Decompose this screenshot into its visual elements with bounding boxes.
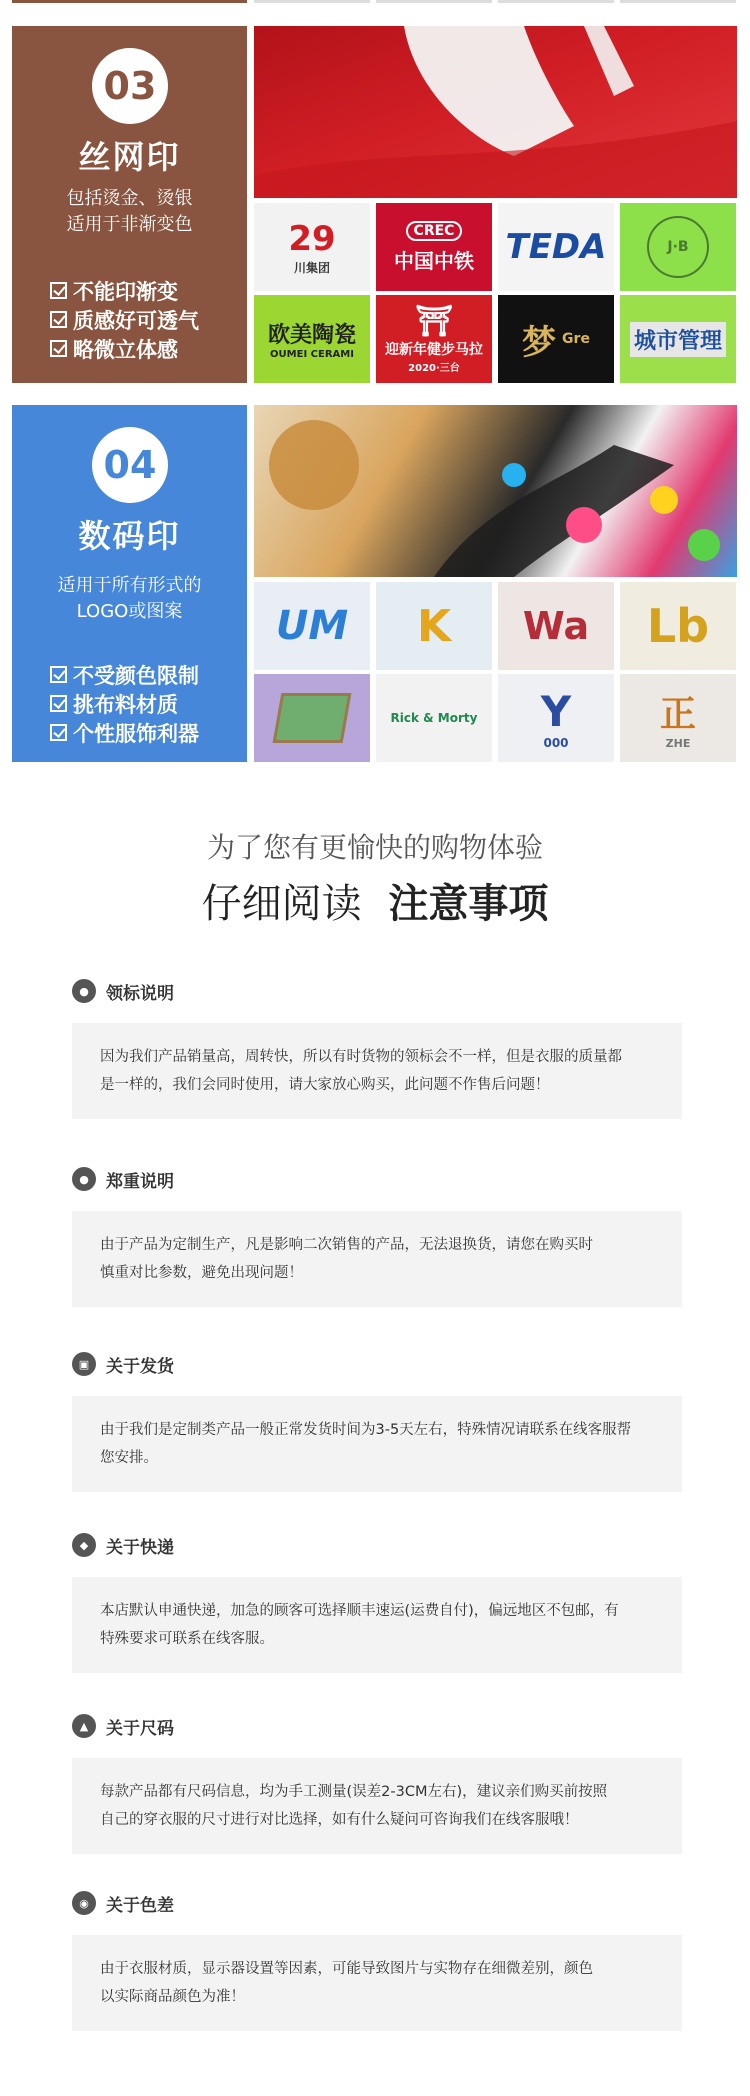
method-desc bbox=[12, 573, 247, 625]
sample-tile bbox=[620, 674, 736, 762]
tile-text: TEDA bbox=[505, 227, 607, 267]
method-title: 数码印 bbox=[78, 517, 181, 555]
section-title: 关于快递 bbox=[106, 1537, 174, 1558]
notice-title-light: 仔细阅读 bbox=[201, 881, 362, 927]
method-desc-line: 包括烫金、烫银 bbox=[66, 188, 193, 209]
notice-title-bold: 注意事项 bbox=[388, 881, 549, 927]
top-image-strip bbox=[0, 0, 750, 6]
section-body bbox=[72, 1758, 682, 1854]
tile-sub: 000 bbox=[543, 735, 569, 750]
tile-text: 29 bbox=[288, 218, 336, 259]
section-line: 本店默认申通快递，加急的顾客可选择顺丰速运(运费自付)，偏远地区不包邮，有 bbox=[100, 1603, 619, 1619]
section-title: 关于尺码 bbox=[106, 1718, 174, 1739]
feature-item bbox=[50, 276, 199, 305]
section-line: 您安排。 bbox=[100, 1450, 158, 1466]
tile-text: 梦 bbox=[522, 322, 557, 363]
feature-list bbox=[50, 660, 199, 747]
hero-photo-graffiti-shirt bbox=[254, 405, 737, 577]
tile-sub: Gre bbox=[562, 331, 590, 347]
sample-tile bbox=[498, 674, 614, 762]
section-body bbox=[72, 1211, 682, 1307]
method-block-screen-print bbox=[12, 26, 737, 383]
method-block-digital-print bbox=[12, 405, 737, 762]
section-line: 自己的穿衣服的尺寸进行对比选择，如有什么疑问可咨询我们在线客服哦！ bbox=[100, 1812, 579, 1828]
tile-sub: 川集团 bbox=[293, 260, 330, 275]
section-line: 慎重对比参数，避免出现问题！ bbox=[100, 1265, 303, 1281]
sample-tile bbox=[254, 295, 370, 383]
section-body bbox=[72, 1396, 682, 1492]
notice-subtitle: 为了您有更愉快的购物体验 bbox=[206, 831, 543, 864]
feature-label: 挑布料材质 bbox=[73, 692, 178, 717]
tile-text: Lb bbox=[646, 599, 710, 653]
section-line: 是一样的，我们会同时使用，请大家放心购买，此问题不作售后问题！ bbox=[100, 1077, 550, 1093]
tile-text: 欧美陶瓷 bbox=[267, 323, 356, 348]
tile-text: Rick & Morty bbox=[390, 711, 478, 725]
sample-tile bbox=[620, 582, 736, 670]
feature-item bbox=[50, 660, 199, 689]
shield-icon: ◆ bbox=[72, 1533, 96, 1557]
palette-icon: ◉ bbox=[72, 1891, 96, 1915]
tile-text: 正 bbox=[659, 694, 696, 735]
feature-label: 个性服饰利器 bbox=[73, 721, 199, 746]
section-line: 因为我们产品销量高，周转快，所以有时货物的领标会不一样，但是衣服的质量都 bbox=[100, 1049, 622, 1065]
tile-text: Y bbox=[540, 686, 572, 736]
sample-tile bbox=[254, 203, 370, 291]
sample-tile bbox=[376, 203, 492, 291]
notice-section-label bbox=[72, 977, 682, 1119]
tile-sub: 2020·三台 bbox=[408, 363, 460, 374]
tile-sub: ZHE bbox=[665, 737, 691, 750]
feature-item bbox=[50, 305, 199, 334]
sample-tile bbox=[498, 295, 614, 383]
tile-sub: CREC bbox=[406, 221, 463, 241]
feature-item bbox=[50, 718, 199, 747]
checkbox-icon bbox=[50, 695, 67, 712]
tshirt-icon: ▲ bbox=[72, 1714, 96, 1738]
tile-text: UM bbox=[275, 603, 349, 649]
checkbox-icon bbox=[50, 282, 67, 299]
checkbox-icon bbox=[50, 311, 67, 328]
notice-section-color bbox=[72, 1889, 682, 2031]
sample-tile bbox=[620, 295, 736, 383]
method-number: 04 bbox=[92, 427, 168, 503]
notice-section-shipping bbox=[72, 1350, 682, 1492]
section-line: 由于我们是定制类产品一般正常发货时间为3-5天左右，特殊情况请联系在线客服帮 bbox=[100, 1422, 632, 1438]
feature-label: 质感好可透气 bbox=[73, 308, 199, 333]
method-number: 03 bbox=[92, 48, 168, 124]
hero-photo-red-shirt bbox=[254, 26, 737, 198]
feature-list bbox=[50, 276, 199, 363]
tile-text: 迎新年健步马拉 bbox=[385, 342, 483, 358]
section-body bbox=[72, 1577, 682, 1673]
section-line: 以实际商品颜色为准！ bbox=[100, 1989, 245, 2005]
notice-title bbox=[0, 872, 750, 929]
checkbox-icon bbox=[50, 666, 67, 683]
feature-label: 不能印渐变 bbox=[73, 279, 178, 304]
section-line: 特殊要求可联系在线客服。 bbox=[100, 1631, 274, 1647]
notice-section-size bbox=[72, 1712, 682, 1854]
method-panel bbox=[12, 26, 247, 383]
checkbox-icon bbox=[50, 340, 67, 357]
tile-text: K bbox=[416, 600, 452, 652]
user-icon: ● bbox=[72, 979, 96, 1003]
sample-tile bbox=[254, 674, 370, 762]
tile-text: 城市管理 bbox=[630, 322, 726, 357]
section-title: 关于色差 bbox=[106, 1895, 174, 1916]
method-desc-line: LOGO或图案 bbox=[76, 601, 183, 622]
feature-label: 不受颜色限制 bbox=[73, 663, 199, 688]
section-body bbox=[72, 1023, 682, 1119]
notice-section-statement bbox=[72, 1165, 682, 1307]
sample-tile bbox=[376, 295, 492, 383]
section-title: 关于发货 bbox=[106, 1356, 174, 1377]
sample-tile bbox=[254, 582, 370, 670]
sample-photos bbox=[254, 26, 737, 383]
tile-text: 中国中铁 bbox=[394, 248, 474, 273]
section-body bbox=[72, 1935, 682, 2031]
section-title: 领标说明 bbox=[106, 983, 174, 1004]
method-title: 丝网印 bbox=[78, 138, 181, 176]
graffiti-graphic bbox=[254, 405, 737, 577]
sample-tile bbox=[498, 203, 614, 291]
section-title: 郑重说明 bbox=[106, 1171, 174, 1192]
sample-photos bbox=[254, 405, 737, 762]
section-line: 每款产品都有尺码信息，均为手工测量(误差2-3CM左右)，建议亲们购买前按照 bbox=[100, 1784, 608, 1800]
tile-text: Wa bbox=[522, 604, 590, 648]
method-panel bbox=[12, 405, 247, 762]
sample-tile bbox=[376, 674, 492, 762]
shirt-print-graphic bbox=[254, 26, 737, 198]
section-line: 由于衣服材质，显示器设置等因素，可能导致图片与实物存在细微差别，颜色 bbox=[100, 1961, 593, 1977]
tile-text: J·B bbox=[647, 216, 709, 278]
truck-icon: ▣ bbox=[72, 1352, 96, 1376]
method-desc-line: 适用于非渐变色 bbox=[66, 214, 193, 235]
house-illustration-icon bbox=[273, 693, 352, 743]
notice-header bbox=[0, 826, 750, 929]
section-line: 由于产品为定制生产，凡是影响二次销售的产品，无法退换货，请您在购买时 bbox=[100, 1237, 593, 1253]
feature-label: 略微立体感 bbox=[73, 337, 178, 362]
feature-item bbox=[50, 334, 199, 363]
notice-section-express bbox=[72, 1531, 682, 1673]
feature-item bbox=[50, 689, 199, 718]
pagoda-icon: ⛩ bbox=[414, 304, 454, 339]
checkbox-icon bbox=[50, 724, 67, 741]
sample-tile bbox=[376, 582, 492, 670]
method-desc-line: 适用于所有形式的 bbox=[57, 575, 202, 596]
method-desc bbox=[12, 186, 247, 238]
sample-tile bbox=[498, 582, 614, 670]
tile-sub: OUMEI CERAMI bbox=[270, 349, 354, 360]
sample-tile bbox=[620, 203, 736, 291]
user-icon: ● bbox=[72, 1167, 96, 1191]
